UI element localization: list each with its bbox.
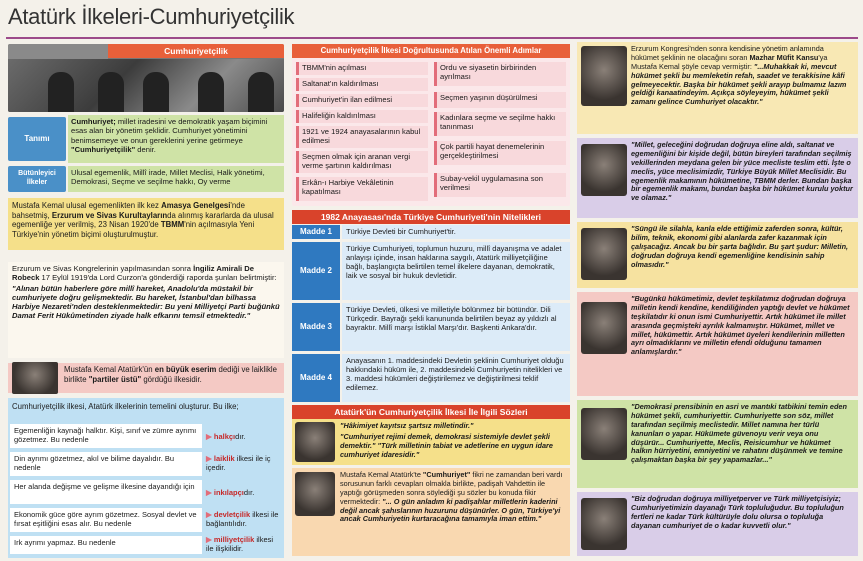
ataturk-portrait-r4 — [581, 302, 627, 354]
right-quote-1 — [577, 42, 858, 134]
principle-row-4-left: Ekonomik güce göre ayrım gözetmez. Sosyal devlet ve fırsat eşitliğini esas alır. Bu nedenle — [10, 508, 202, 532]
right-quote-6 — [577, 492, 858, 556]
amasya-box — [8, 198, 284, 250]
principle-2-name: laiklik — [213, 454, 235, 463]
amasya-b2: Erzurum ve Sivas Kurultayların — [51, 210, 168, 220]
principle-4-name: devletçilik — [213, 510, 251, 519]
right-quote-4 — [577, 292, 858, 396]
principle-row-3-right: ▶ inkılapçıdır. — [206, 488, 255, 497]
right-quote-2 — [577, 138, 858, 218]
soz-3-quote: "... O gün anladım ki padişahlar milletlerin kaderini değil ancak şahıslarının huzurunu düşünürler. O gün, Türkiye'yi ancak Cumhuriyetin kurtaracağına tamamıyla iman ettim." — [340, 496, 561, 524]
butunleyici-text: Ulusal egemenlik, Millî irade, Millet Meclisi, Halk yönetimi, Demokrasi, Seçme ve seçilme hakkı, Oy verme — [68, 166, 284, 192]
principle-row-4-right: ▶ devletçilik ilkesi ile bağlantılıdır. — [206, 510, 279, 528]
rq6-text: "Biz doğrudan doğruya milliyetperver ve Türk milliyetçisiyiz; Cumhuriyetimizin dayanağı Türk topluluğudur. Bu topluluğun fertleri ne kadar Türk kültürüyle dolu olursa o topluluğa dayanan cumhuriyet de o kadar kuvvetli olur." — [631, 494, 844, 530]
madde-1-label: Madde 1 — [292, 225, 340, 239]
eserim-b2: "partiler üstü" — [88, 374, 142, 384]
page-title: Atatürk İlkeleri-Cumhuriyetçilik — [8, 4, 295, 29]
erzurum-quote: "Alınan bütün haberlere göre millî hareket, Anadolu'da müstakil bir cumhuriyete doğru gelişmektedir. Bu hareket, İstanbul'dan bilhassa Harbiye Nezareti'nden desteklenmektedir: Bu yeni Milliyetçi Parti buğünkü Damat Ferit Hükûmetinden ziyade halk efkarını temsil etmektedir." — [12, 283, 280, 321]
adim-right-3: Kadınlara seçme ve seçilme hakkı tanınması — [434, 112, 566, 136]
soz-3-b: "Cumhuriyet" — [422, 470, 471, 479]
amasya-t4: 'nin açılmasıyla Yeni Türkiye'nin yönetim biçimi oluşturulmuştur. — [12, 220, 255, 239]
cumhuriyetcilik-photo-box — [8, 44, 284, 112]
principle-row-2-right: ▶ laiklik ilkesi ile iç içedir. — [206, 454, 271, 472]
adim-left-7: Erkân-ı Harbiye Vekâletinin kapatılması — [296, 177, 428, 201]
assembly-photo — [8, 59, 284, 112]
amasya-t3: da alınmış kararlarda da ulusal egemenliğe yer verilmiş, 23 Nisan 1920'de — [12, 210, 274, 229]
title-rule — [6, 37, 858, 39]
right-quote-5 — [577, 400, 858, 488]
principle-5-name: milliyetçilik — [213, 535, 255, 544]
amasya-b3: TBMM — [160, 220, 185, 229]
temel-intro: Cumhuriyetçilik ilkesi, Atatürk ilkelerinin temelini oluşturur. Bu ilke; — [12, 402, 239, 411]
principle-1-name: halkçı — [213, 432, 236, 441]
rq2-text: "Millet, geleceğini doğrudan doğruya eline aldı, saltanat ve egemenliğini bir kişide değil, bütün bireyleri tarafından seçilmiş vekillerinden meydana gelen bir yüce mecliste teslim etti. İşte o meclis, yüce meclisimizdir, Türkiye Büyük Millet Meclisidir. Bu egemenlik makamının hükümetine, TBMM derler. Bundan başka bir egemenlik makamı, bundan başka bir hükümet kurulu yoktur ve olamaz." — [631, 140, 853, 203]
eserim-t1: Mustafa Kemal Atatürk'ün — [64, 365, 155, 374]
ataturk-portrait-3 — [295, 472, 335, 516]
soz-1-2-box — [292, 419, 570, 465]
butunleyici-label: Bütünleyici İlkeler — [8, 166, 66, 192]
adim-right-2: Seçmen yaşının düşürülmesi — [434, 92, 566, 108]
madde-2-label: Madde 2 — [292, 242, 340, 300]
madde-3-label: Madde 3 — [292, 303, 340, 351]
ataturk-portrait-r5 — [581, 408, 627, 460]
amasya-t2: 'nde bahsetmiş, — [12, 201, 245, 220]
adim-right-5: Subay-vekil uygulamasına son verilmesi — [434, 173, 566, 197]
ataturk-portrait — [12, 362, 58, 394]
principle-3-suffix: dır. — [243, 488, 255, 497]
sozler-header: Atatürk'ün Cumhuriyetçilik İlkesi İle İlgili Sözleri — [292, 405, 570, 419]
amasya-t1: Mustafa Kemal ulusal egemenlikten ilk kez — [12, 201, 162, 210]
madde-1-text: Türkiye Devleti bir Cumhuriyet'tir. — [342, 225, 570, 239]
adimlar-header: Cumhuriyetçilik İlkesi Doğrultusunda Atılan Önemli Adımlar — [292, 44, 570, 58]
madde-2-text: Türkiye Cumhuriyeti, toplumun huzuru, millî dayanışma ve adalet anlayışı içinde, insan haklarına saygılı, Atatürk milliyetçiliğine bağlı, başlangıçta belirtilen temel ilkelere dayanan, demokratik, laik ve sosyal bir hukuk devletidir. — [342, 242, 570, 300]
adim-right-4: Çok partili hayat denemelerinin gerçekleştirilmesi — [434, 141, 566, 165]
photo-top-strip — [8, 44, 108, 59]
soz-1: "Hâkimiyet kayıtsız şartsız milletindir." — [340, 421, 474, 430]
adim-left-6: Seçmen olmak için aranan vergi verme şartının kaldırılması — [296, 151, 428, 173]
principle-5-suffix: ilkesi ile ilişkilidir. — [206, 535, 274, 553]
principle-row-2-left: Din ayrımı gözetmez, akıl ve bilime dayalıdır. Bu nedenle — [10, 452, 202, 476]
amasya-b1: Amasya Genelgesi — [161, 201, 231, 210]
principle-row-3-left: Her alanda değişme ve gelişme ilkesine dayandığı için — [10, 480, 202, 504]
rq1-b: Mazhar Müfit Kansu — [749, 52, 819, 62]
rq1-c: 'ya Mustafa Kemal şöyle cevap vermiştir: — [631, 52, 828, 71]
eserim-b1: en büyük eserim — [154, 365, 217, 374]
cumhuriyetcilik-header: Cumhuriyetçilik — [108, 44, 284, 58]
ataturk-portrait-r2 — [581, 144, 627, 196]
ataturk-portrait-r1 — [581, 46, 627, 106]
adim-right-1: Ordu ve siyasetin birbirinden ayrılması — [434, 62, 566, 86]
tanimi-t1: Cumhuriyet; — [71, 117, 116, 126]
principle-row-5-right: ▶ milliyetçilik ilkesi ile ilişkilidir. — [206, 535, 274, 553]
soz-3-box — [292, 468, 570, 556]
ataturk-portrait-r3 — [581, 228, 627, 280]
right-quote-3 — [577, 222, 858, 288]
madde-4-label: Madde 4 — [292, 354, 340, 402]
madde-4-text: Anayasanın 1. maddesindeki Devletin şeklinin Cumhuriyet olduğu hakkındaki hüküm ile, 2. maddesindeki Cumhuriyetin nitelikleri ve 3. maddesi hükümleri değiştirilemez ve değiştirilmesi teklif edilemez. — [342, 354, 570, 402]
soz-2: "Cumhuriyet rejimi demek, demokrasi sistemiyle devlet şekli demektir." "Türk milletinin tabiat ve adetlerine en uygun idare cumhuriyet idaresidir." — [340, 431, 553, 459]
principle-row-1-right: ▶ halkçıdır. — [206, 432, 246, 441]
rq1-quote: "...Muhakkak ki, mevcut hükümet şekli bu memleketin refah, saadet ve terakkisine kâfi gelmeyecektir. Başka bir hükümet şekli arayıp bulmamız lazım geldiği kanaatindeyim. Açıkça söyleyeyim, hükümet şekli zamanı gelince Cumhuriyet olacaktır." — [631, 61, 847, 107]
principle-3-name: inkılapçı — [213, 488, 244, 497]
anayasa-header: 1982 Anayasası'nda Türkiye Cumhuriyeti'nin Nitelikleri — [292, 210, 570, 224]
rq3-text: "Süngü ile silahla, kanla elde ettiğimiz zaferden sonra, kültür, bilim, teknik, ekonomi gibi alanlarda zafer kazanmak için çalışacağız. Ancak bu bir şarta bağlıdır. Bu şart şudur: Milletin, doğrudan doğruya kendi egemenliğine kendisinin sahip olmasıdır." — [631, 224, 849, 269]
soz-3-c: fikri ne zamandan beri vardı sorusunun farklı cevapları olmakla birlikte, padişah Vahdettin ile yaptığı görüşmeden sonra söylediği şu sözler bu konuda fikir vermektedir: — [340, 470, 563, 506]
erzurum-t1: Erzurum ve Sivas Kongrelerinin yapılmasından sonra — [12, 264, 194, 273]
adim-left-3: Cumhuriyet'in ilan edilmesi — [296, 94, 428, 107]
tanimi-t4: denir. — [135, 144, 156, 154]
rq5-text: "Demokrasi prensibinin en asri ve mantıki tatbikini temin eden hükümet şekli, cumhuriyettir. Cumhuriyette son söz, millet tarafından seçilmiş meclistedir. Millet namına her türlü kanunları o yapar. Hükümete güvenoyu verir veya onu düşürür... Cumhuriyette, Meclis, Reisicumhur ve hükümet halkın hürriyetini, emniyetini ve rahatını düşünmek ve temine çalışmaktan başka bir şey yapamazlar..." — [631, 402, 847, 465]
erzurum-box — [8, 262, 284, 358]
principle-row-1-left: Egemenliğin kaynağı halktır. Kişi, sınıf ve zümre ayrımı gözetmez. Bu nedenle — [10, 424, 202, 448]
tanimi-label: Tanımı — [8, 117, 66, 161]
ataturk-portrait-r6 — [581, 498, 627, 550]
adim-left-4: Halifeliğin kaldırılması — [296, 110, 428, 123]
adim-left-2: Saltanat'ın kaldırılması — [296, 78, 428, 91]
principle-4-suffix: ilkesi ile bağlantılıdır. — [206, 510, 279, 528]
tanimi-text — [68, 115, 284, 163]
soz-3-a: Mustafa Kemal Atatürk'te — [340, 470, 423, 479]
principle-row-5-left: Irk ayrımı yapmaz. Bu nedenle — [10, 536, 202, 554]
eserim-t2: dediği ve laiklikle birlikte — [64, 365, 277, 384]
tanimi-t3: "Cumhuriyetçilik" — [71, 144, 136, 154]
principle-1-suffix: dır. — [235, 432, 246, 441]
madde-3-text: Türkiye Devleti, ülkesi ve milletiyle bölünmez bir bütündür. Dili Türkçedir. Bayrağı şekli kanununda belirtilen beyaz ay yıldızlı al bayraktır. Millî marşı İstiklal Marşı'dır. Başkenti Ankara'dır. — [342, 303, 570, 351]
principle-2-suffix: ilkesi ile iç içedir. — [206, 454, 271, 472]
adim-left-5: 1921 ve 1924 anayasalarının kabul edilmesi — [296, 126, 428, 148]
erzurum-b1: İngiliz Amirali De Robeck — [12, 264, 254, 283]
ataturk-portrait-2 — [295, 422, 335, 462]
rq1-a: Erzurum Kongresi'nden sonra kendisine yönetim anlamında hükümet şeklinin ne olacağını soran — [631, 44, 824, 62]
eserim-box — [8, 363, 284, 393]
adim-left-1: TBMM'nin açılması — [296, 62, 428, 75]
eserim-t3: gördüğü ilkesidir. — [141, 374, 202, 384]
tanimi-t2: millet iradesini ve demokratik yaşam biçimini esas alan bir yönetim şeklidir. Cumhuriyet yönetimini benimsemeye ve onun gereklerini yerine getirmeye — [71, 117, 268, 145]
rq4-text: "Bugünkü hükümetimiz, devlet teşkilatımız doğrudan doğruya milletin kendi kendine, kendiliğinden yaptığı devlet ve hükümet teşkilatıdır ki onun ismi Cumhuriyettir. Artık hükümet ile millet arasında geçmişteki ayrılık kalmamıştır. Hükümet, millet ve millet, hükümettir. Artık hükümet üyeleri kendilerinin milletten ayrı olmadıklarını ve milletin efendi olduğunu tamamen anlamışlardır." — [631, 294, 850, 357]
erzurum-t2: 17 Eylül 1919'da Lord Curzon'a gönderdiği raporda şunları belirtmiştir: — [39, 273, 277, 283]
